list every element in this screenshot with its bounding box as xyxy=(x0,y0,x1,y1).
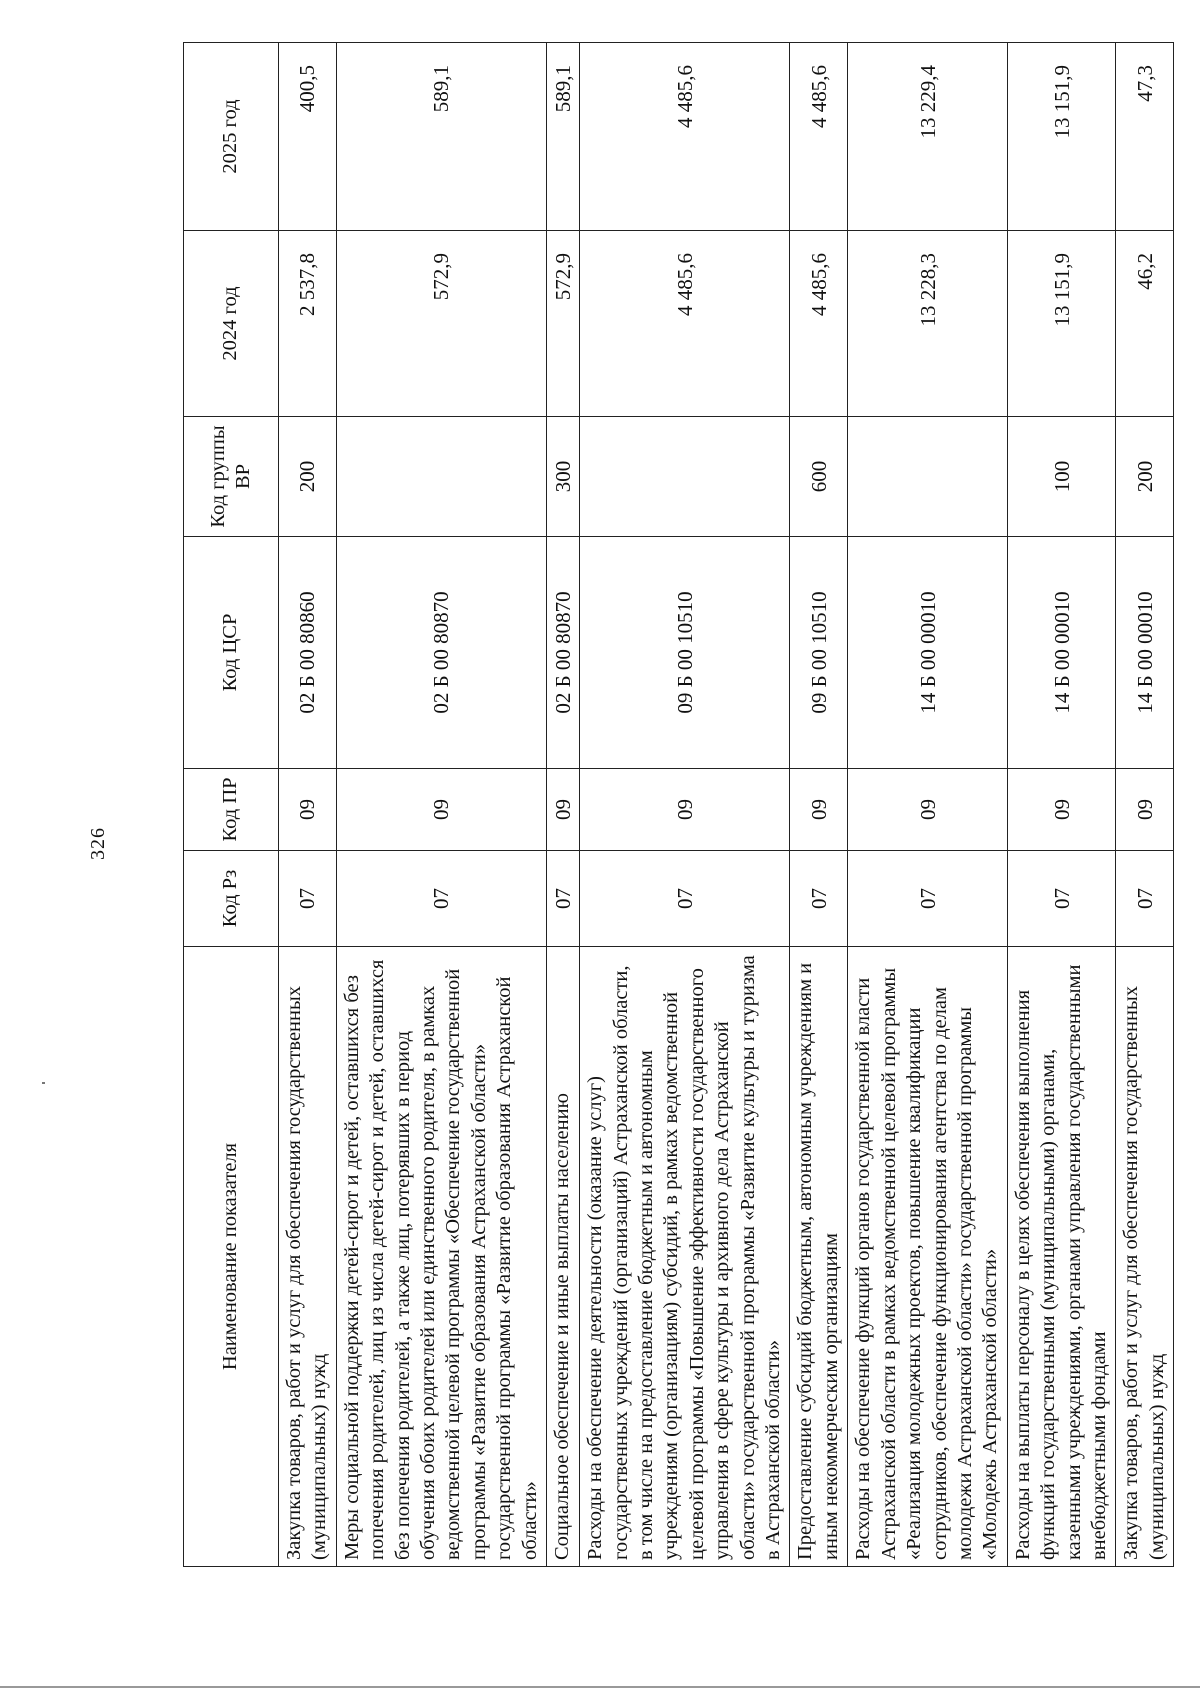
row-vr: 100 xyxy=(1007,417,1116,537)
scan-speck xyxy=(42,1082,45,1084)
row-rz: 07 xyxy=(1007,851,1116,947)
row-pr: 09 xyxy=(279,769,337,851)
row-vr xyxy=(848,417,1007,537)
row-csr: 02 Б 00 80860 xyxy=(279,537,337,769)
row-csr: 02 Б 00 80870 xyxy=(336,537,546,769)
bottom-rule xyxy=(0,1686,1200,1688)
header-pr: Код ПР xyxy=(184,769,279,851)
row-2025: 589,1 xyxy=(547,43,580,231)
row-rz: 07 xyxy=(790,851,848,947)
table-row xyxy=(790,43,848,1567)
row-vr: 200 xyxy=(279,417,337,537)
row-pr: 09 xyxy=(848,769,1007,851)
row-pr: 09 xyxy=(336,769,546,851)
row-name: Закупка товаров, работ и услуг для обеспечения государственных (муниципальных) нужд xyxy=(279,947,337,1567)
row-2024: 13 228,3 xyxy=(848,231,1007,417)
table-row xyxy=(336,43,546,1567)
header-2024: 2024 год xyxy=(184,231,279,417)
row-2025: 4 485,6 xyxy=(580,43,790,231)
header-name: Наименование показателя xyxy=(184,947,279,1567)
row-2024: 572,9 xyxy=(547,231,580,417)
header-rz: Код Рз xyxy=(184,851,279,947)
row-csr: 09 Б 00 10510 xyxy=(790,537,848,769)
row-rz: 07 xyxy=(848,851,1007,947)
header-csr: Код ЦСР xyxy=(184,537,279,769)
row-pr: 09 xyxy=(547,769,580,851)
row-2024: 572,9 xyxy=(336,231,546,417)
row-vr xyxy=(336,417,546,537)
row-2024: 4 485,6 xyxy=(790,231,848,417)
row-2025: 4 485,6 xyxy=(790,43,848,231)
row-vr: 200 xyxy=(1116,417,1174,537)
budget-table xyxy=(183,42,1174,1567)
row-vr: 300 xyxy=(547,417,580,537)
row-2024: 46,2 xyxy=(1116,231,1174,417)
row-rz: 07 xyxy=(1116,851,1174,947)
row-csr: 14 Б 00 00010 xyxy=(1116,537,1174,769)
row-rz: 07 xyxy=(336,851,546,947)
header-vr: Код группы ВР xyxy=(184,417,279,537)
table-row xyxy=(580,43,790,1567)
row-vr: 600 xyxy=(790,417,848,537)
row-name: Предоставление субсидий бюджетным, автономным учреждениям и иным некоммерческим организациям xyxy=(790,947,848,1567)
row-2024: 2 537,8 xyxy=(279,231,337,417)
table-header-row xyxy=(184,43,279,1567)
row-pr: 09 xyxy=(1007,769,1116,851)
row-name: Социальное обеспечение и иные выплаты населению xyxy=(547,947,580,1567)
row-2025: 589,1 xyxy=(336,43,546,231)
row-name: Закупка товаров, работ и услуг для обеспечения государственных (муниципальных) нужд xyxy=(1116,947,1174,1567)
row-vr xyxy=(580,417,790,537)
row-pr: 09 xyxy=(1116,769,1174,851)
row-pr: 09 xyxy=(790,769,848,851)
table-row xyxy=(279,43,337,1567)
row-name: Расходы на выплаты персоналу в целях обеспечения выполнения функций государственными (муниципальными) органами, казенными учреждениями, органами управления государственными внебюджетными фондами xyxy=(1007,947,1116,1567)
row-2024: 4 485,6 xyxy=(580,231,790,417)
budget-table-rotated xyxy=(183,43,1168,1567)
row-csr: 09 Б 00 10510 xyxy=(580,537,790,769)
table-row xyxy=(1007,43,1116,1567)
row-2025: 47,3 xyxy=(1116,43,1174,231)
row-csr: 14 Б 00 00010 xyxy=(1007,537,1116,769)
row-rz: 07 xyxy=(547,851,580,947)
table-row xyxy=(547,43,580,1567)
row-rz: 07 xyxy=(580,851,790,947)
row-2025: 13 229,4 xyxy=(848,43,1007,231)
row-name: Меры социальной поддержки детей-сирот и детей, оставшихся без попечения родителей, лиц из числа детей-сирот и детей, оставшихся без попечения родителей, а также лиц, потерявших в период обучения обоих родителей или единственного родителя, в рамках ведомственной целевой программы «Обеспечение государственной программы «Развитие образования Астраханской области» государственной программы «Развитие образования Астраханской области» xyxy=(336,947,546,1567)
row-2024: 13 151,9 xyxy=(1007,231,1116,417)
row-pr: 09 xyxy=(580,769,790,851)
row-csr: 02 Б 00 80870 xyxy=(547,537,580,769)
header-2025: 2025 год xyxy=(184,43,279,231)
row-2025: 13 151,9 xyxy=(1007,43,1116,231)
table-row xyxy=(1116,43,1174,1567)
row-name: Расходы на обеспечение функций органов государственной власти Астраханской области в рамках ведомственной целевой программы «Реализация молодежных проектов, повышение квалификации сотрудников, обеспечение функционирования агентства по делам молодежи Астраханской области» государственной программы «Молодежь Астраханской области» xyxy=(848,947,1007,1567)
table-row xyxy=(848,43,1007,1567)
row-name: Расходы на обеспечение деятельности (оказание услуг) государственных учреждений (организаций) Астраханской области, в том числе на предоставление бюджетным и автономным учреждениям (организациям) субсидий, в рамках ведомственной целевой программы «Повышение эффективности государственного управления в сфере культуры и архивного дела Астраханской области» государственной программы «Развитие культуры и туризма в Астраханской области» xyxy=(580,947,790,1567)
page-number: 326 xyxy=(87,827,109,860)
row-csr: 14 Б 00 00010 xyxy=(848,537,1007,769)
row-2025: 400,5 xyxy=(279,43,337,231)
row-rz: 07 xyxy=(279,851,337,947)
